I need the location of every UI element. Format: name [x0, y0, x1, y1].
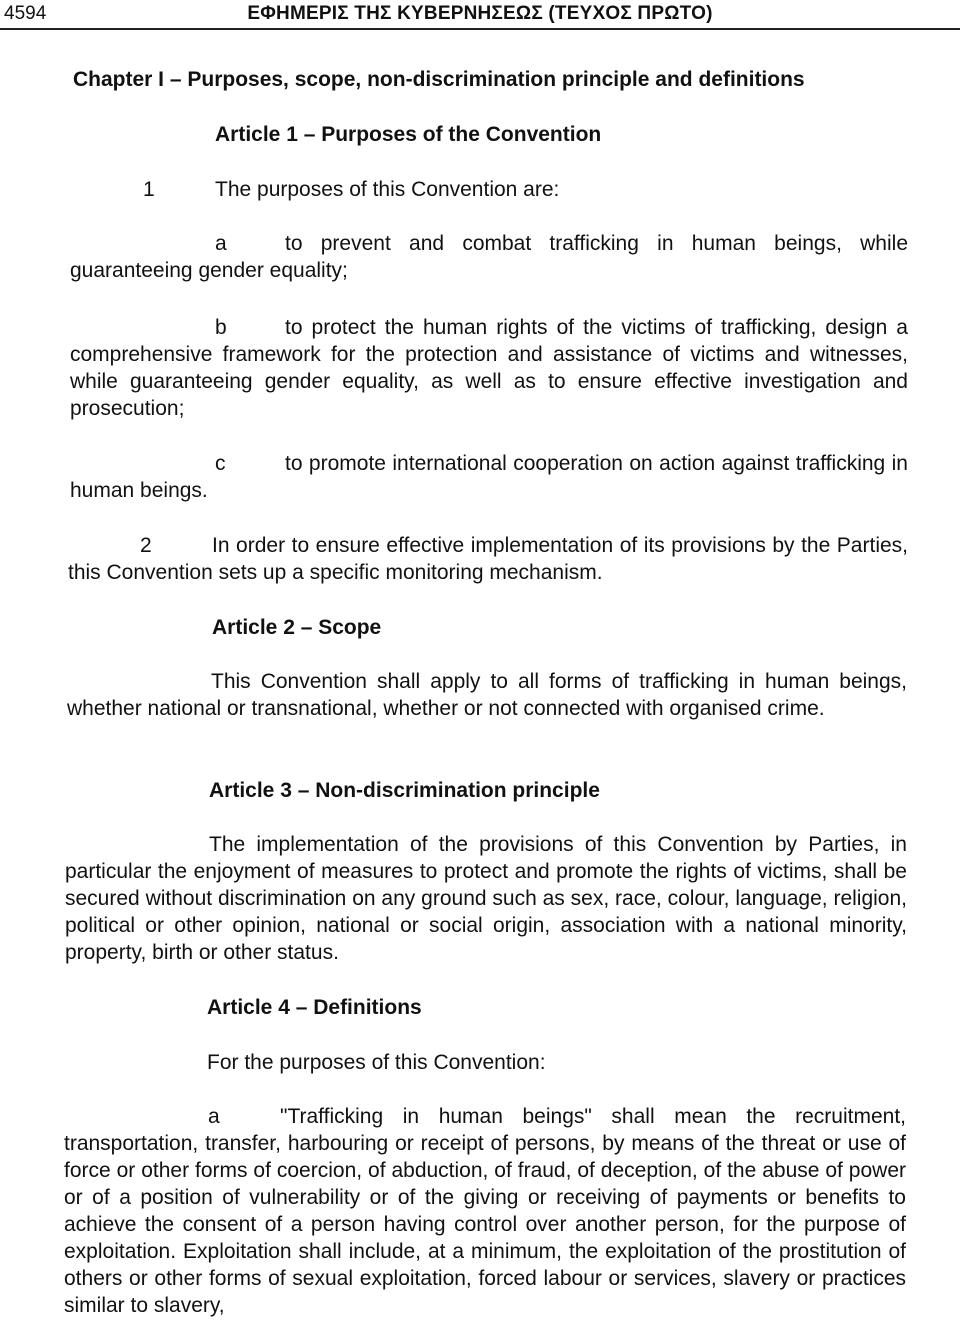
article-1-para-1	[143, 176, 843, 203]
article-4-intro: For the purposes of this Convention:	[207, 1051, 546, 1074]
article-4-heading: Article 4 – Definitions	[207, 996, 422, 1019]
article-2-text	[67, 668, 907, 722]
article-3-heading: Article 3 – Non-discrimination principle	[209, 779, 600, 802]
para-number: 2	[140, 534, 152, 557]
article-1-item-b	[70, 314, 908, 422]
item-label: c	[215, 452, 226, 475]
para-text: The purposes of this Convention are:	[215, 178, 560, 201]
paragraph-text: The implementation of the provisions of this Convention by Parties, in particular the enjoyment of measures to protect and promote the rights of victims, shall be secured without discrimination on any ground such as sex, race, colour, language, religion, political or other opinion, national or social origin, association with a national minority, property, birth or other status.	[65, 833, 907, 964]
para-number: 1	[143, 178, 155, 201]
article-1-para-2	[68, 532, 908, 586]
article-1-item-a	[70, 230, 908, 284]
item-text: to promote international cooperation on action against trafficking in human beings.	[70, 452, 908, 502]
chapter-heading: Chapter I – Purposes, scope, non-discrimination principle and definitions	[73, 68, 805, 91]
item-label: a	[215, 232, 227, 255]
page-number: 4594	[4, 3, 47, 24]
item-label: a	[208, 1105, 220, 1128]
gazette-title: ΕΦΗΜΕΡΙΣ ΤΗΣ ΚΥΒΕΡΝΗΣΕΩΣ (ΤΕΥΧΟΣ ΠΡΩΤΟ)	[247, 3, 713, 24]
item-label: b	[215, 316, 227, 339]
article-4-item-a	[64, 1103, 906, 1319]
paragraph-text: This Convention shall apply to all forms of trafficking in human beings, whether national or transnational, whether or not connected with organised crime.	[67, 670, 907, 720]
page-header	[0, 0, 960, 30]
article-3-text	[65, 831, 907, 966]
article-2-heading: Article 2 – Scope	[212, 616, 382, 639]
para-text: In order to ensure effective implementation of its provisions by the Parties, this Convention sets up a specific monitoring mechanism.	[68, 534, 908, 584]
item-text: to protect the human rights of the victims of trafficking, design a comprehensive framework for the protection and assistance of victims and witnesses, while guaranteeing gender equality, as well as to ensure effective investigation and prosecution;	[70, 316, 908, 420]
article-1-item-c	[70, 450, 908, 504]
item-text: "Trafficking in human beings" shall mean the recruitment, transportation, transfer, harbouring or receipt of persons, by means of the threat or use of force or other forms of coercion, of abduction, of fraud, of deception, of the abuse of power or of a position of vulnerability or of the giving or receiving of payments or benefits to achieve the consent of a person having control over another person, for the purpose of exploitation. Exploitation shall include, at a minimum, the exploitation of the prostitution of others or other forms of sexual exploitation, forced labour or services, slavery or practices similar to slavery,	[64, 1105, 906, 1317]
article-1-heading: Article 1 – Purposes of the Convention	[215, 123, 602, 146]
item-text: to prevent and combat trafficking in human beings, while guaranteeing gender equality;	[70, 232, 908, 282]
